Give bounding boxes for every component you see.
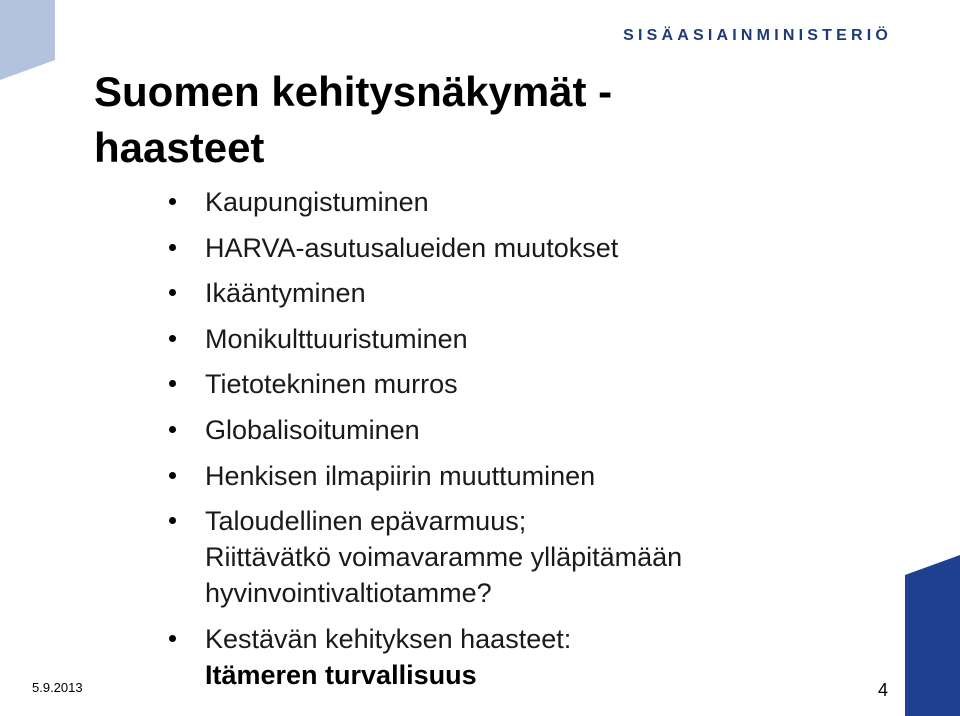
list-item-text: hyvinvointivaltiotamme? bbox=[205, 578, 492, 609]
bullet-dot-icon bbox=[169, 426, 176, 433]
slide-title-line-2: haasteet bbox=[94, 124, 265, 171]
list-item-text: Monikulttuuristuminen bbox=[205, 323, 468, 354]
corner-decoration-bottom-right bbox=[905, 555, 960, 716]
list-item-text: Taloudellinen epävarmuus; bbox=[205, 506, 527, 537]
list-item-text: Henkisen ilmapiirin muuttuminen bbox=[205, 460, 596, 491]
bullet-list bbox=[165, 184, 865, 702]
list-item bbox=[165, 321, 865, 357]
bullet-dot-icon bbox=[169, 244, 176, 251]
list-item-text: HARVA-asutusalueiden muutokset bbox=[205, 232, 619, 263]
list-item bbox=[165, 412, 865, 448]
list-item-text: Kestävän kehityksen haasteet: bbox=[205, 623, 572, 654]
page-number: 4 bbox=[878, 680, 889, 700]
list-item bbox=[165, 184, 865, 220]
list-item bbox=[165, 366, 865, 402]
slide-date: 5.9.2013 bbox=[32, 680, 83, 695]
list-item bbox=[165, 621, 865, 693]
bullet-dot-icon bbox=[169, 198, 176, 205]
bullet-dot-icon bbox=[169, 289, 176, 296]
slide-title bbox=[94, 64, 734, 176]
bullet-dot-icon bbox=[169, 635, 176, 642]
list-item-text: Globalisoituminen bbox=[205, 414, 420, 445]
list-item-emphasis: Itämeren turvallisuus bbox=[205, 659, 477, 690]
list-item bbox=[165, 275, 865, 311]
list-item bbox=[165, 458, 865, 494]
list-item-text: Riittävätkö voimavaramme ylläpitämään bbox=[205, 542, 683, 573]
bullet-dot-icon bbox=[169, 335, 176, 342]
list-item-text: Kaupungistuminen bbox=[205, 187, 429, 217]
list-item bbox=[165, 230, 865, 266]
corner-decoration-top-left bbox=[0, 0, 55, 80]
list-item bbox=[165, 503, 865, 611]
ministry-logo-text: SISÄASIAINMINISTERIÖ bbox=[623, 27, 892, 44]
bullet-dot-icon bbox=[169, 517, 176, 524]
list-item-text: Ikääntyminen bbox=[205, 278, 366, 309]
slide-title-line-1: Suomen kehitysnäkymät - bbox=[94, 68, 613, 115]
bullet-dot-icon bbox=[169, 472, 176, 479]
list-item-text: Tietotekninen murros bbox=[205, 369, 458, 400]
bullet-dot-icon bbox=[169, 380, 176, 387]
